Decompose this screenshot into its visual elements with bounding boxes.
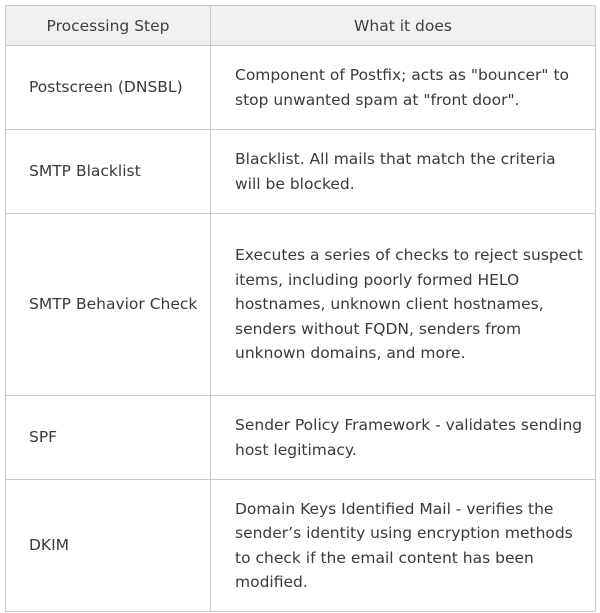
description-cell: Component of Postfix; acts as "bouncer" to stop unwanted spam at "front door".: [211, 46, 596, 130]
table-row: [6, 396, 596, 480]
header-what-it-does: What it does: [211, 6, 596, 46]
table-row: [6, 214, 596, 396]
description-cell: Blacklist. All mails that match the criteria will be blocked.: [211, 130, 596, 214]
step-cell: DKIM: [6, 480, 211, 612]
description-cell: Domain Keys Identified Mail - verifies the sender’s identity using encryption methods to check if the email content has been modified.: [211, 480, 596, 612]
description-cell: Executes a series of checks to reject suspect items, including poorly formed HELO hostnames, unknown client hostnames, senders without FQDN, senders from unknown domains, and more.: [211, 214, 596, 396]
header-processing-step: Processing Step: [6, 6, 211, 46]
table-header: [6, 6, 596, 46]
step-cell: Postscreen (DNSBL): [6, 46, 211, 130]
table-row: [6, 130, 596, 214]
header-row: [6, 6, 596, 46]
step-cell: SMTP Behavior Check: [6, 214, 211, 396]
processing-steps-table: [5, 5, 596, 612]
table-body: [6, 46, 596, 612]
step-cell: SPF: [6, 396, 211, 480]
step-cell: SMTP Blacklist: [6, 130, 211, 214]
processing-steps-table-container: [5, 5, 596, 612]
table-row: [6, 480, 596, 612]
table-row: [6, 46, 596, 130]
description-cell: Sender Policy Framework - validates sending host legitimacy.: [211, 396, 596, 480]
